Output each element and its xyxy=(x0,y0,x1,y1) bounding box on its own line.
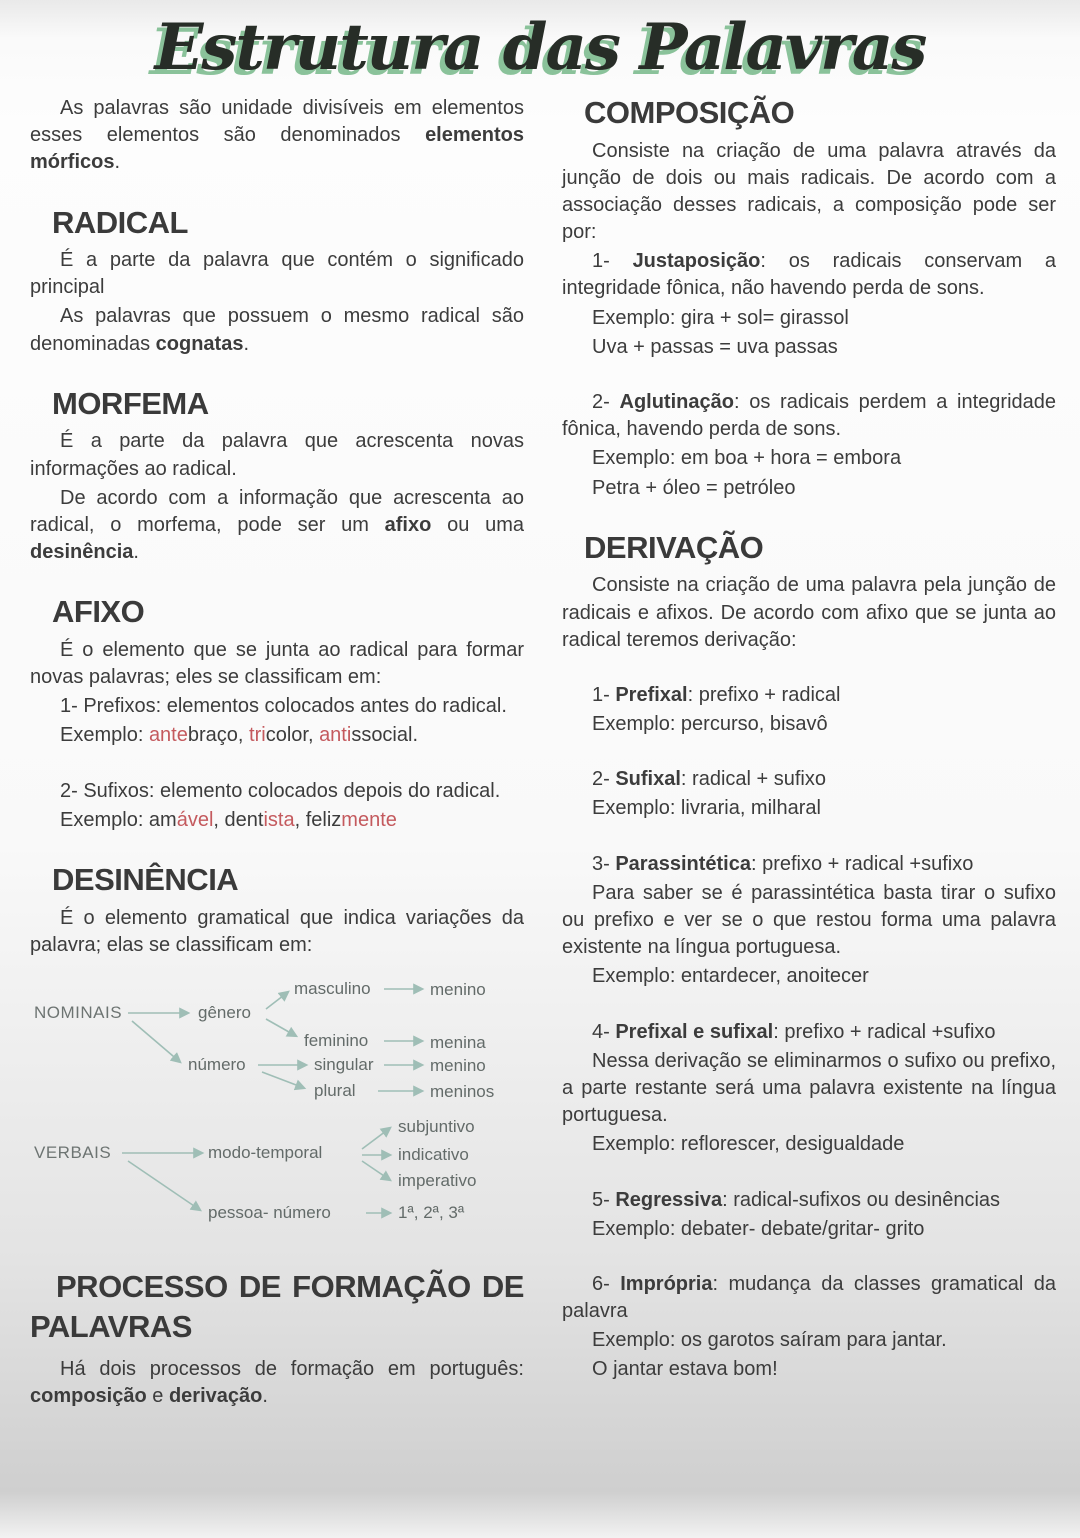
section-derivacao xyxy=(562,529,1056,1384)
justaposicao-example-2: Uva + passas = uva passas xyxy=(592,335,838,358)
text-segment-bold: Parassintética xyxy=(615,852,751,875)
heading-composicao: COMPOSIÇÃO xyxy=(584,95,795,130)
text-segment: , dent xyxy=(213,808,264,831)
item-title xyxy=(562,1271,1056,1325)
text-segment: ssocial. xyxy=(351,724,419,747)
diagram-label-singular: singular xyxy=(314,1054,374,1074)
desinencia-diagram xyxy=(32,975,532,1233)
section-composicao xyxy=(562,97,1056,502)
text-segment-bold: Aglutinação xyxy=(619,391,734,414)
text-segment: . xyxy=(243,332,250,355)
composicao-item-aglutinacao xyxy=(562,389,1056,443)
item-example-2: O jantar estava bom! xyxy=(592,1358,778,1381)
text-segment-bold: desinência xyxy=(30,541,134,564)
text-segment: 1- xyxy=(592,683,616,706)
diagram-label-menino-1: menino xyxy=(430,979,486,999)
radical-paragraph-2 xyxy=(30,303,524,357)
diagram-label-indicativo: indicativo xyxy=(398,1144,469,1164)
text-segment: 1- xyxy=(592,250,633,273)
text-segment: color, xyxy=(265,724,320,747)
derivacao-item-prefixal-e-sufixal xyxy=(562,1019,1056,1159)
diagram-label-menino-2: menino xyxy=(430,1055,486,1075)
composicao-item-justaposicao xyxy=(562,248,1056,302)
text-segment-bold: Prefixal xyxy=(615,683,688,706)
text-segment: As palavras que possuem o mesmo radical são denominadas xyxy=(30,305,524,355)
text-segment-bold: derivação xyxy=(168,1384,263,1407)
derivacao-item-regressiva xyxy=(562,1187,1056,1243)
diagram-label-pessoas: 1ª, 2ª, 3ª xyxy=(398,1202,465,1222)
justaposicao-example-1: Exemplo: gira + sol= girassol xyxy=(592,306,849,329)
text-segment: 4- xyxy=(592,1020,616,1043)
text-segment: . xyxy=(262,1384,268,1407)
text-segment: . xyxy=(114,151,121,174)
heading-processo: PROCESSO DE FORMAÇÃO DE PALAVRAS xyxy=(30,1268,524,1345)
text-segment: 2- xyxy=(592,768,616,791)
derivacao-paragraph-1: Consiste na criação de uma palavra pela junção de radicais e afixos. De acordo com afixo que se junta ao radical teremos derivação: xyxy=(562,574,1056,651)
item-example: Exemplo: entardecer, anoitecer xyxy=(592,965,869,988)
heading-desinencia: DESINÊNCIA xyxy=(52,862,239,898)
heading-derivacao: DERIVAÇÃO xyxy=(584,529,764,565)
section-radical xyxy=(30,204,524,358)
text-segment-bold: Imprópria xyxy=(620,1272,713,1295)
text-segment-red: anti xyxy=(319,724,352,747)
text-segment-red: ante xyxy=(148,724,188,747)
item-example: Exemplo: percurso, bisavô xyxy=(592,713,828,736)
text-segment: Exemplo: xyxy=(60,724,149,747)
morfema-paragraph-2 xyxy=(30,485,524,567)
text-segment-bold: Sufixal xyxy=(615,768,681,791)
text-segment: : prefixo + radical +sufixo xyxy=(773,1020,996,1043)
heading-afixo: AFIXO xyxy=(52,594,145,630)
text-segment: : radical + sufixo xyxy=(680,768,826,791)
text-segment-bold: Regressiva xyxy=(615,1188,723,1211)
diagram-label-feminino: feminino xyxy=(304,1030,369,1050)
diagram-label-subjuntivo: subjuntivo xyxy=(398,1116,475,1136)
intro-paragraph xyxy=(30,95,524,177)
text-segment-red: ista xyxy=(263,808,295,831)
diagram-label-verbais: VERBAIS xyxy=(34,1142,112,1162)
text-segment: Exemplo: am xyxy=(60,808,177,831)
heading-radical: RADICAL xyxy=(52,204,188,240)
afixo-example-sufixos xyxy=(30,807,524,834)
item-example: Exemplo: reflorescer, desigualdade xyxy=(592,1133,905,1156)
text-segment-red: tri xyxy=(249,724,266,747)
text-segment: . xyxy=(133,541,139,564)
content-columns xyxy=(0,89,1080,1412)
text-segment-bold: composição xyxy=(30,1384,147,1407)
item-title xyxy=(562,1019,1056,1046)
section-morfema xyxy=(30,385,524,566)
diagram-label-nominais: NOMINAIS xyxy=(34,1002,123,1022)
aglutinacao-example-1: Exemplo: em boa + hora = embora xyxy=(592,447,902,470)
item-example: Exemplo: os garotos saíram para jantar. xyxy=(592,1329,947,1352)
text-segment: De acordo com a informação que acrescenta ao radical, o morfema, pode ser um xyxy=(30,486,524,536)
diagram-label-menina: menina xyxy=(430,1032,486,1052)
text-segment: 2- xyxy=(592,391,620,414)
text-segment: 3- xyxy=(592,852,616,875)
item-title xyxy=(562,851,1056,878)
left-column xyxy=(30,95,524,1412)
item-title xyxy=(562,766,1056,793)
text-segment: ou uma xyxy=(431,513,524,536)
desinencia-paragraph-1: É o elemento gramatical que indica variações da palavra; elas se classificam em: xyxy=(30,906,524,956)
diagram-label-masculino: masculino xyxy=(294,978,371,998)
text-segment: , feliz xyxy=(294,808,342,831)
afixo-paragraph-1: É o elemento que se junta ao radical para formar novas palavras; eles se classificam em: xyxy=(30,638,524,689)
text-segment-red: mente xyxy=(341,808,397,831)
derivacao-item-prefixal xyxy=(562,682,1056,738)
text-segment: : prefixo + radical +sufixo xyxy=(750,852,974,875)
text-segment: : prefixo + radical xyxy=(687,683,841,706)
composicao-paragraph-1: Consiste na criação de uma palavra através da junção de dois ou mais radicais. De acordo com a associação desses radicais, a composição pode ser por: xyxy=(562,139,1056,244)
text-segment: : mudança da classes gramatical da palavra xyxy=(562,1272,1056,1323)
text-segment-bold: Justaposição xyxy=(632,250,761,273)
afixo-example-prefixos xyxy=(30,722,524,749)
afixo-item-prefixos: 1- Prefixos: elementos colocados antes do radical. xyxy=(60,695,507,718)
derivacao-item-sufixal xyxy=(562,766,1056,822)
section-desinencia xyxy=(30,864,524,1233)
page-title: Estrutura das Palavras xyxy=(154,10,926,85)
diagram-label-plural: plural xyxy=(314,1080,356,1100)
processo-paragraph-1 xyxy=(30,1356,524,1410)
diagram-label-numero: número xyxy=(188,1054,246,1074)
item-title xyxy=(562,682,1056,709)
text-segment: : radical-sufixos ou desinências xyxy=(722,1188,1001,1211)
text-segment: : os radicais perdem a integridade fônica, havendo perda de sons. xyxy=(562,391,1057,441)
item-title xyxy=(562,1187,1056,1214)
diagram-label-meninos: meninos xyxy=(430,1081,495,1101)
section-processo xyxy=(30,1267,524,1410)
text-segment-red: ável xyxy=(176,808,214,831)
text-segment: braço, xyxy=(187,724,250,747)
radical-paragraph-1: É a parte da palavra que contém o significado principal xyxy=(30,249,524,299)
diagram-label-imperativo: imperativo xyxy=(398,1170,477,1190)
item-example: Exemplo: debater- debate/gritar- grito xyxy=(592,1217,925,1240)
study-notes-page xyxy=(0,10,1080,1538)
section-afixo xyxy=(30,596,524,834)
text-segment-bold: cognatas xyxy=(155,332,244,355)
text-segment-bold: elementos mórficos xyxy=(30,124,524,174)
text-segment-bold: afixo xyxy=(384,513,432,536)
item-body: Para saber se é parassintética basta tirar o sufixo ou prefixo e ver se o que restou forma uma palavra existente na língua portuguesa. xyxy=(562,881,1056,959)
heading-morfema: MORFEMA xyxy=(52,385,209,421)
text-segment: : os radicais conservam a integridade fônica, não havendo perda de sons. xyxy=(562,250,1056,300)
derivacao-item-impropria xyxy=(562,1271,1056,1384)
morfema-paragraph-1: É a parte da palavra que acrescenta novas informações ao radical. xyxy=(30,430,524,480)
diagram-label-pessoa-numero: pessoa- número xyxy=(208,1202,331,1222)
derivacao-item-parassintetica xyxy=(562,851,1056,991)
diagram-label-genero: gênero xyxy=(198,1002,251,1022)
text-segment: As palavras são unidade divisíveis em elementos esses elementos são denominados xyxy=(30,97,524,147)
text-segment: 6- xyxy=(592,1272,621,1295)
right-column xyxy=(562,95,1056,1412)
text-segment: Há dois processos de formação em português: xyxy=(60,1357,524,1380)
item-example: Exemplo: livraria, milharal xyxy=(592,797,821,820)
item-body: Nessa derivação se eliminarmos o sufixo ou prefixo, a parte restante será uma palavra existente na língua portuguesa. xyxy=(562,1049,1056,1127)
text-segment-bold: Prefixal e sufixal xyxy=(615,1020,774,1043)
diagram-label-modo-temporal: modo-temporal xyxy=(208,1142,323,1162)
text-segment: 5- xyxy=(592,1188,616,1211)
afixo-item-sufixos: 2- Sufixos: elemento colocados depois do radical. xyxy=(60,779,501,802)
aglutinacao-example-2: Petra + óleo = petróleo xyxy=(592,476,796,499)
text-segment: e xyxy=(146,1384,169,1407)
